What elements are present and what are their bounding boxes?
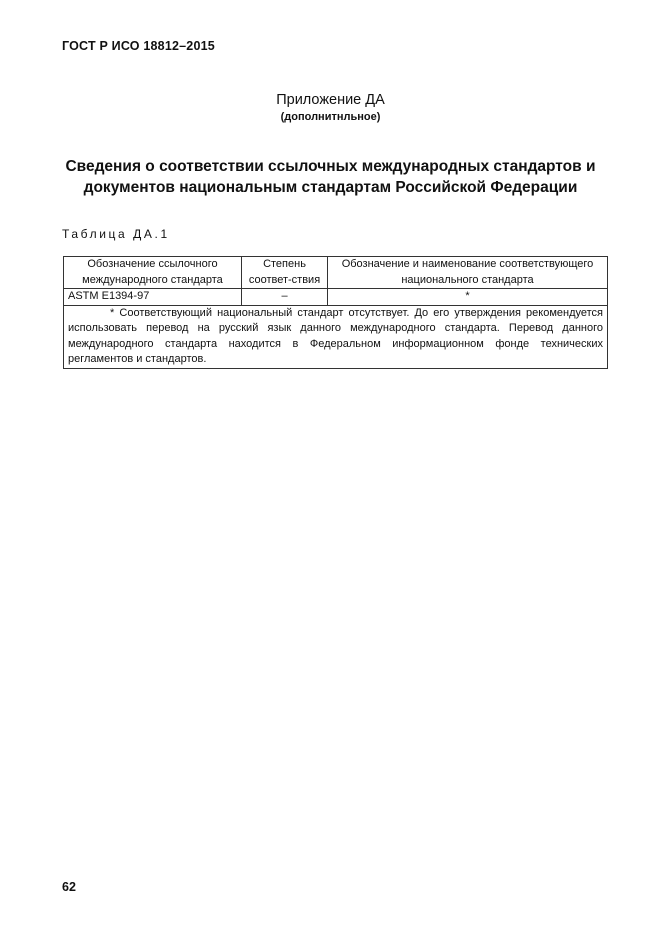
section-heading [40,156,621,198]
section-heading-line-2: документов национальным стандартам Российской Федерации [83,179,578,196]
footnote-text: * Соответствующий национальный стандарт отсутствует. До его утверждения рекомендуется использовать перевод на русский язык данного международного стандарта. Перевод данного международного стандарта находится в Федеральном информационном фонде технических регламентов и стандартов. [68,306,603,365]
page-number: 62 [62,880,76,894]
column-header-degree: Степень соответ-ствия [242,257,328,289]
table-row [64,289,608,306]
table-header-row [64,257,608,289]
section-heading-line-1: Сведения о соответствии ссылочных международных стандартов и [65,158,596,175]
correspondence-table [63,256,608,369]
table-footnote [64,305,608,368]
cell-national-standard: * [328,289,608,306]
column-header-national-standard: Обозначение и наименование соответствующего национального стандарта [328,257,608,289]
table-footnote-row [64,305,608,368]
column-header-intl-standard: Обозначение ссылочного международного стандарта [64,257,242,289]
cell-intl-standard: ASTM E1394-97 [64,289,242,306]
appendix-subtitle: (дополнитнльное) [280,111,381,123]
appendix-title: Приложение ДА [276,92,385,108]
document-code: ГОСТ Р ИСО 18812–2015 [62,39,215,53]
table-caption: Таблица ДА.1 [62,227,170,241]
cell-degree: – [242,289,328,306]
